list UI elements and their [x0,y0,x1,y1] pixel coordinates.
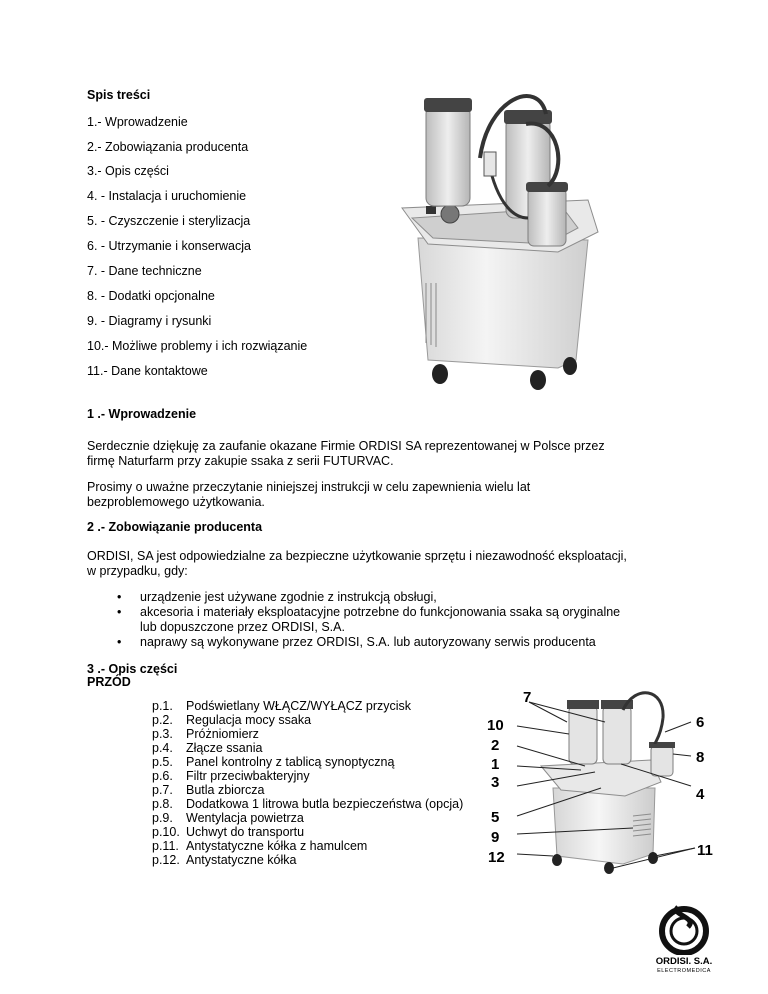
part-row [152,839,367,853]
list-item-text: lub dopuszczone przez ORDISI, S.A. [140,620,345,634]
part-label: Regulacja mocy ssaka [186,713,312,727]
part-row [152,853,296,867]
part-code: p.11. [152,839,179,853]
part-label: Podświetlany WŁĄCZ/WYŁĄCZ przycisk [186,699,412,713]
part-label: Panel kontrolny z tablicą synoptyczną [186,755,395,769]
section-1-paragraph-2-line-2: bezproblemowego użytkowania. [87,495,265,509]
part-row [152,783,265,797]
part-row [152,811,304,825]
part-label: Wentylacja powietrza [186,811,304,825]
bullet: • [117,590,122,604]
section-2-paragraph-line-1: ORDISI, SA jest odpowiedzialne za bezpieczne użytkowanie sprzętu i niezawodność eksploatacji, [87,549,627,563]
toc-title: Spis treści [87,88,151,102]
part-code: p.12. [152,853,180,867]
ordisi-emblem-icon [648,903,720,955]
part-code: p.10. [152,825,180,839]
part-label: Dodatkowa 1 litrowa butla bezpieczeństwa (opcja) [186,797,464,811]
toc-item-10[interactable]: 10.- Możliwe problemy i ich rozwiązanie [87,339,308,353]
part-code: p.3. [152,727,173,741]
list-item-text: urządzenie jest używane zgodnie z instrukcją obsługi, [140,590,437,604]
part-row [152,727,259,741]
bullet: • [117,605,122,619]
list-item-text: akcesoria i materiały eksploatacyjne potrzebne do funkcjonowania ssaka są oryginalne [140,605,621,619]
callout-10: 10 [487,717,504,734]
bullet: • [117,635,122,649]
toc-item-5[interactable]: 5. - Czyszczenie i sterylizacja [87,214,251,228]
part-label: Próżniomierz [186,727,259,741]
part-row [152,741,262,755]
part-row [152,797,463,811]
toc-item-2[interactable]: 2.- Zobowiązania producenta [87,140,249,154]
section-2-paragraph-line-2: w przypadku, gdy: [87,564,188,578]
toc-item-3[interactable]: 3.- Opis części [87,164,169,178]
toc-item-1[interactable]: 1.- Wprowadzenie [87,115,188,129]
section-3-subheading: PRZÓD [87,675,131,689]
logo-subtitle: ELECTROMEDICA [657,968,711,974]
section-3-heading: 3 .- Opis części [87,662,178,676]
callout-9: 9 [491,829,500,846]
callout-6: 6 [696,714,705,731]
callout-12: 12 [488,849,505,866]
part-code: p.7. [152,783,173,797]
callout-4: 4 [696,786,705,803]
part-code: p.1. [152,699,173,713]
section-1-paragraph-1-line-1: Serdecznie dziękuję za zaufanie okazane Firmie ORDISI SA reprezentowanej w Polsce przez [87,439,605,453]
toc-item-8[interactable]: 8. - Dodatki opcjonalne [87,289,215,303]
part-row [152,699,411,713]
part-row [152,713,311,727]
toc-item-9[interactable]: 9. - Diagramy i rysunki [87,314,212,328]
section-1-paragraph-1-line-2: firmę Naturfarm przy zakupie ssaka z serii FUTURVAC. [87,454,394,468]
part-label: Uchwyt do transportu [186,825,305,839]
callout-3: 3 [491,774,500,791]
part-code: p.6. [152,769,173,783]
part-code: p.4. [152,741,173,755]
ordisi-logo [648,903,720,979]
list-item-text: naprawy są wykonywane przez ORDISI, S.A. lub autoryzowany serwis producenta [140,635,596,649]
callout-11: 11 [697,842,713,859]
callout-1: 1 [491,756,500,773]
section-1-heading: 1 .- Wprowadzenie [87,407,197,421]
part-code: p.9. [152,811,173,825]
section-1-paragraph-2-line-1: Prosimy o uważne przeczytanie niniejszej instrukcji w celu zapewnienia wielu lat [87,480,531,494]
part-label: Antystatyczne kółka z hamulcem [186,839,368,853]
toc-item-11[interactable]: 11.- Dane kontaktowe [87,364,208,378]
part-code: p.2. [152,713,173,727]
callout-2: 2 [491,737,500,754]
toc-item-4[interactable]: 4. - Instalacja i uruchomienie [87,189,247,203]
toc-item-7[interactable]: 7. - Dane techniczne [87,264,202,278]
part-code: p.8. [152,797,173,811]
part-label: Butla zbiorcza [186,783,265,797]
part-row [152,769,310,783]
part-row [152,825,304,839]
section-2-heading: 2 .- Zobowiązanie producenta [87,520,263,534]
part-label: Antystatyczne kółka [186,853,297,867]
suction-unit-photo [388,68,614,394]
part-label: Filtr przeciwbakteryjny [186,769,310,783]
logo-wordmark: ORDISI. S.A. [655,956,713,967]
callout-8: 8 [696,749,705,766]
callout-7: 7 [523,689,532,706]
callout-5: 5 [491,809,500,826]
toc-item-6[interactable]: 6. - Utrzymanie i konserwacja [87,239,251,253]
part-code: p.5. [152,755,173,769]
part-label: Złącze ssania [186,741,263,755]
part-row [152,755,394,769]
parts-diagram [505,688,715,878]
